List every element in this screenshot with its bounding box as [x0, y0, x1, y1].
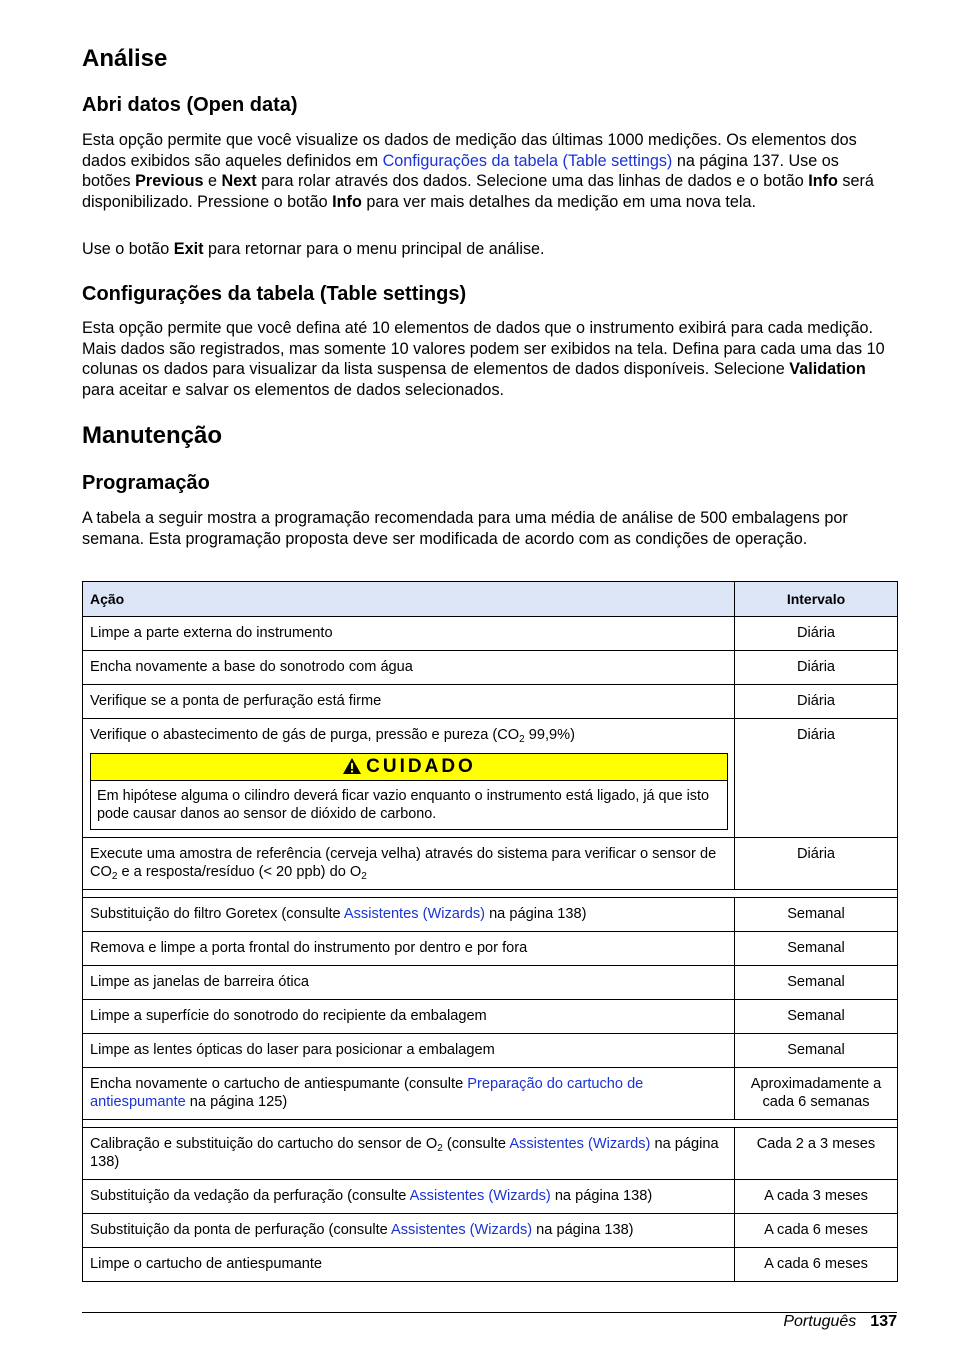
table-row: [83, 617, 898, 651]
table-row: [83, 1000, 898, 1034]
cell-interval: A cada 3 meses: [735, 1180, 898, 1214]
caution-box: [90, 753, 728, 830]
table-row: [83, 898, 898, 932]
cell-interval: A cada 6 meses: [735, 1214, 898, 1248]
cell-action: Verifique se a ponta de perfuração está firme: [83, 685, 735, 719]
page-footer: [783, 1312, 897, 1332]
maintenance-schedule-table: [82, 581, 898, 1282]
cell-interval: Diária: [735, 651, 898, 685]
cell-interval: Diária: [735, 685, 898, 719]
table-row: [83, 932, 898, 966]
cell-action: Limpe as janelas de barreira ótica: [83, 966, 735, 1000]
heading-open-data: Abri datos (Open data): [82, 94, 298, 116]
cell-action: Remova e limpe a porta frontal do instrumento por dentro e por fora: [83, 932, 735, 966]
cell-action: Encha novamente a base do sonotrodo com água: [83, 651, 735, 685]
warning-icon: [342, 757, 362, 775]
footer-language: Português: [783, 1313, 857, 1330]
caution-text: Em hipótese alguma o cilindro deverá ficar vazio enquanto o instrumento está ligado, já que isto pode causar danos ao sensor de dióxido de carbono.: [97, 788, 709, 822]
table-spacer-row: [83, 890, 898, 898]
table-row: [83, 838, 898, 890]
cell-interval: Semanal: [735, 898, 898, 932]
link-table-settings[interactable]: Configurações da tabela (Table settings): [382, 151, 673, 170]
link-antifoam-preparation[interactable]: Preparação do cartucho de antiespumante: [90, 1076, 644, 1110]
cell-action: Verifique o abastecimento de gás de purga, pressão e pureza ($CO_2$ 99,9%) CUIDADO Em hipótese alguma o cilindro deverá ficar vazio enquanto o instrumento está ligado, já que isto pode causar danos ao sensor de dióxido de carbono.: [83, 719, 735, 838]
heading-table-settings: Configurações da tabela (Table settings): [82, 283, 467, 305]
header-action: Ação: [83, 582, 735, 617]
link-wizards[interactable]: Assistentes (Wizards): [409, 1188, 551, 1204]
table-row: [83, 1128, 898, 1180]
cell-interval: Semanal: [735, 966, 898, 1000]
cell-interval: Diária: [735, 838, 898, 890]
table-row: [83, 719, 898, 838]
table-row: [83, 651, 898, 685]
paragraph-exit: Use o botão Exit para retornar para o menu principal de análise.: [82, 240, 545, 258]
cell-action: Substituição do filtro Goretex (consulte Assistentes (Wizards) na página 138): [83, 898, 735, 932]
cell-action: Substituição da vedação da perfuração (consulte Assistentes (Wizards) na página 138): [83, 1180, 735, 1214]
paragraph-table-settings: Esta opção permite que você defina até 10 elementos de dados que o instrumento exibirá para cada medição. Mais dados são registrados, mas somente 10 valores podem ser exibidos na tela. Defina para cada uma das 10 colunas os dados para visualizar da lista suspensa de elementos de dados disponíveis. Selecione Validation para aceitar e salvar os elementos de dados selecionados.: [82, 319, 885, 399]
cell-action: Limpe o cartucho de antiespumante: [83, 1248, 735, 1282]
cell-action: Substituição da ponta de perfuração (consulte Assistentes (Wizards) na página 138): [83, 1214, 735, 1248]
caution-title: CUIDADO: [366, 756, 476, 777]
table-row: [83, 966, 898, 1000]
link-wizards[interactable]: Assistentes (Wizards): [391, 1222, 533, 1238]
table-row: [83, 1180, 898, 1214]
cell-action: Calibração e substituição do cartucho do sensor de $O_2$ (consulte Assistentes (Wizards) na página 138): [83, 1128, 735, 1180]
cell-interval: A cada 6 meses: [735, 1248, 898, 1282]
cell-interval: Semanal: [735, 1000, 898, 1034]
footer-divider: [82, 1312, 897, 1313]
link-wizards[interactable]: Assistentes (Wizards): [509, 1136, 651, 1152]
cell-interval: Diária: [735, 719, 898, 838]
cell-interval: Semanal: [735, 932, 898, 966]
table-row: [83, 1248, 898, 1282]
page-number: 137: [870, 1313, 897, 1330]
heading-analise: Análise: [82, 45, 168, 72]
cell-action: Limpe as lentes ópticas do laser para posicionar a embalagem: [83, 1034, 735, 1068]
cell-interval: Semanal: [735, 1034, 898, 1068]
paragraph-open-data: Esta opção permite que você visualize os dados de medição das últimas 1000 medições. Os elementos dos dados exibidos são aqueles definidos em Configurações da tabela (Table settings) na página 137. Use os botões Previous e Next para rolar através dos dados. Selecione uma das linhas de dados e o botão Info será disponibilizado. Pressione o botão Info para ver mais detalhes da medição em uma nova tela.: [82, 131, 874, 211]
table-spacer-row: [83, 1120, 898, 1128]
cell-interval: Aproximadamente a cada 6 semanas: [735, 1068, 898, 1120]
heading-manutencao: Manutenção: [82, 422, 223, 449]
cell-action: Limpe a parte externa do instrumento: [83, 617, 735, 651]
heading-programacao: Programação: [82, 472, 210, 494]
cell-action: Execute uma amostra de referência (cerveja velha) através do sistema para verificar o sensor de $CO_2$ e a resposta/resíduo (< 20 ppb) do $O_2$: [83, 838, 735, 890]
cell-interval: Cada 2 a 3 meses: [735, 1128, 898, 1180]
table-row: [83, 1034, 898, 1068]
table-row: [83, 685, 898, 719]
cell-action: Encha novamente o cartucho de antiespumante (consulte Preparação do cartucho de antiespumante na página 125): [83, 1068, 735, 1120]
cell-interval: Diária: [735, 617, 898, 651]
table-row: [83, 1068, 898, 1120]
caution-header: [91, 754, 727, 781]
header-interval: Intervalo: [735, 582, 898, 617]
table-header-row: [83, 582, 898, 617]
paragraph-programacao: A tabela a seguir mostra a programação recomendada para uma média de análise de 500 embalagens por semana. Esta programação proposta deve ser modificada de acordo com as condições de operação.: [82, 509, 848, 548]
link-wizards[interactable]: Assistentes (Wizards): [343, 906, 486, 922]
cell-action: Limpe a superfície do sonotrodo do recipiente da embalagem: [83, 1000, 735, 1034]
table-row: [83, 1214, 898, 1248]
